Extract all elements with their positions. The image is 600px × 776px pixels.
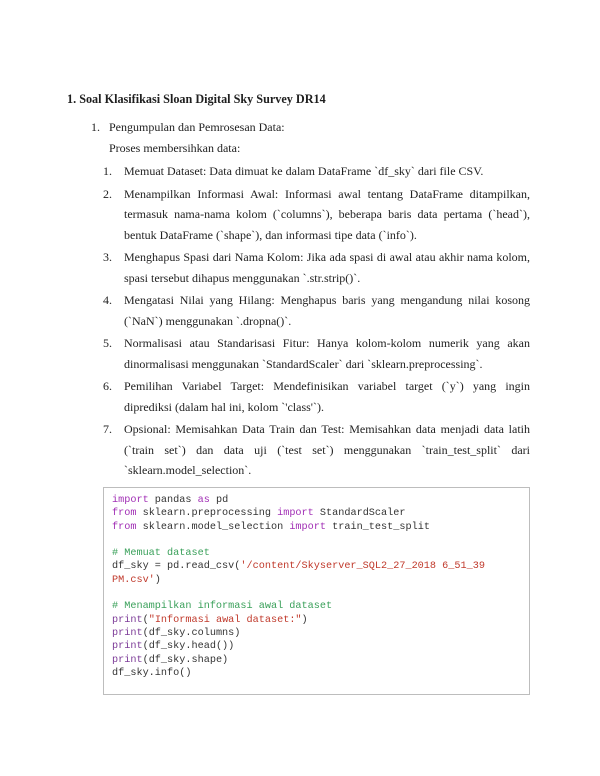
- code-line: df_sky.info(): [112, 667, 192, 679]
- list-item: [103, 419, 530, 481]
- list-text: Pemilihan Variabel Target: Mendefinisikan variabel target (`y`) yang ingin diprediksi (dalam hal ini, kolom `'class'`).: [124, 379, 530, 414]
- list-number: 2.: [103, 186, 112, 201]
- code-block: [103, 487, 530, 695]
- list-number: 5.: [103, 336, 112, 350]
- code-line: [112, 640, 529, 653]
- list-text: Normalisasi atau Standarisasi Fitur: Hanya kolom-kolom numerik yang akan dinormalisasi menggunakan `StandardScaler` dari `sklearn.preprocessing`.: [124, 336, 530, 371]
- code-text: sklearn.model_selection: [136, 521, 290, 533]
- code-keyword: import: [277, 508, 314, 520]
- code-text: ): [154, 574, 161, 586]
- code-string: "Informasi awal dataset:": [148, 614, 302, 626]
- list-text: Memuat Dataset: Data dimuat ke dalam DataFrame `df_sky` dari file CSV.: [124, 164, 484, 178]
- list-number: 7.: [103, 422, 112, 436]
- code-line: [112, 560, 529, 573]
- list-item: [103, 161, 530, 182]
- subsection-text: Pengumpulan dan Pemrosesan Data:: [109, 120, 285, 134]
- list-number: 4.: [103, 293, 112, 307]
- code-text: ): [301, 614, 308, 626]
- list-text: Menghapus Spasi dari Nama Kolom: Jika ada spasi di awal atau akhir nama kolom, spasi tersebut dihapus menggunakan `.str.strip()`.: [124, 250, 530, 285]
- code-line: [112, 614, 529, 627]
- list-item: [103, 184, 530, 246]
- code-string: PM.csv': [112, 574, 155, 586]
- code-text: (df_sky.head()): [142, 641, 235, 653]
- code-text: pandas: [148, 495, 198, 506]
- code-blank-line: [112, 587, 529, 600]
- code-keyword: from: [112, 521, 137, 533]
- code-text: pd: [209, 495, 229, 506]
- list-item: [103, 247, 530, 288]
- code-line: [112, 574, 529, 587]
- code-function: print: [112, 654, 143, 666]
- steps-list: [103, 161, 530, 483]
- code-text: (df_sky.columns): [142, 627, 241, 639]
- code-text: train_test_split: [326, 521, 430, 533]
- code-comment: # Memuat dataset: [112, 548, 210, 560]
- code-line: [112, 627, 529, 640]
- code-line: [112, 507, 529, 520]
- list-number: 6.: [103, 379, 112, 393]
- subsection-title: [91, 120, 285, 135]
- list-text: Mengatasi Nilai yang Hilang: Menghapus baris yang mengandung nilai kosong (`NaN`) menggunakan `.dropna()`.: [124, 293, 530, 328]
- list-item: [103, 333, 530, 374]
- code-line: [112, 654, 529, 667]
- code-keyword: import: [289, 521, 326, 533]
- section-heading: 1. Soal Klasifikasi Sloan Digital Sky Survey DR14: [67, 92, 326, 106]
- list-item: [103, 376, 530, 417]
- intro-text: Proses membersihkan data:: [109, 141, 241, 155]
- code-blank-line: [112, 534, 529, 547]
- list-number: 3.: [103, 250, 112, 264]
- code-text: sklearn.preprocessing: [136, 508, 278, 520]
- code-function: print: [112, 614, 143, 626]
- code-line: [112, 494, 529, 507]
- code-text: (: [142, 614, 149, 626]
- subsection-number: 1.: [91, 120, 100, 134]
- code-string: '/content/Skyserver_SQL2_27_2018 6_51_39: [240, 561, 485, 573]
- code-function: print: [112, 627, 143, 639]
- code-text: (df_sky.shape): [142, 654, 229, 666]
- code-text: StandardScaler: [313, 508, 406, 520]
- code-keyword: as: [197, 495, 210, 506]
- code-function: print: [112, 641, 143, 653]
- list-item: [103, 290, 530, 331]
- list-number: 1.: [103, 164, 112, 178]
- code-text: df_sky = pd.read_csv(: [112, 561, 241, 573]
- list-text: Opsional: Memisahkan Data Train dan Test: Memisahkan data menjadi data latih (`train set`) dan data uji (`test set`) menggunakan `train_test_split` dari `sklearn.model_selection`.: [124, 422, 530, 477]
- code-keyword: import: [112, 495, 149, 506]
- code-keyword: from: [112, 508, 137, 520]
- list-text: Menampilkan Informasi Awal: Informasi awal tentang DataFrame ditampilkan, termasuk nama-nama kolom (`columns`), beberapa baris data pertama (`head`), bentuk DataFrame (`shape`), dan informasi tipe data (`info`).: [124, 186, 530, 242]
- code-comment: # Menampilkan informasi awal dataset: [112, 601, 333, 613]
- code-line: [112, 521, 529, 534]
